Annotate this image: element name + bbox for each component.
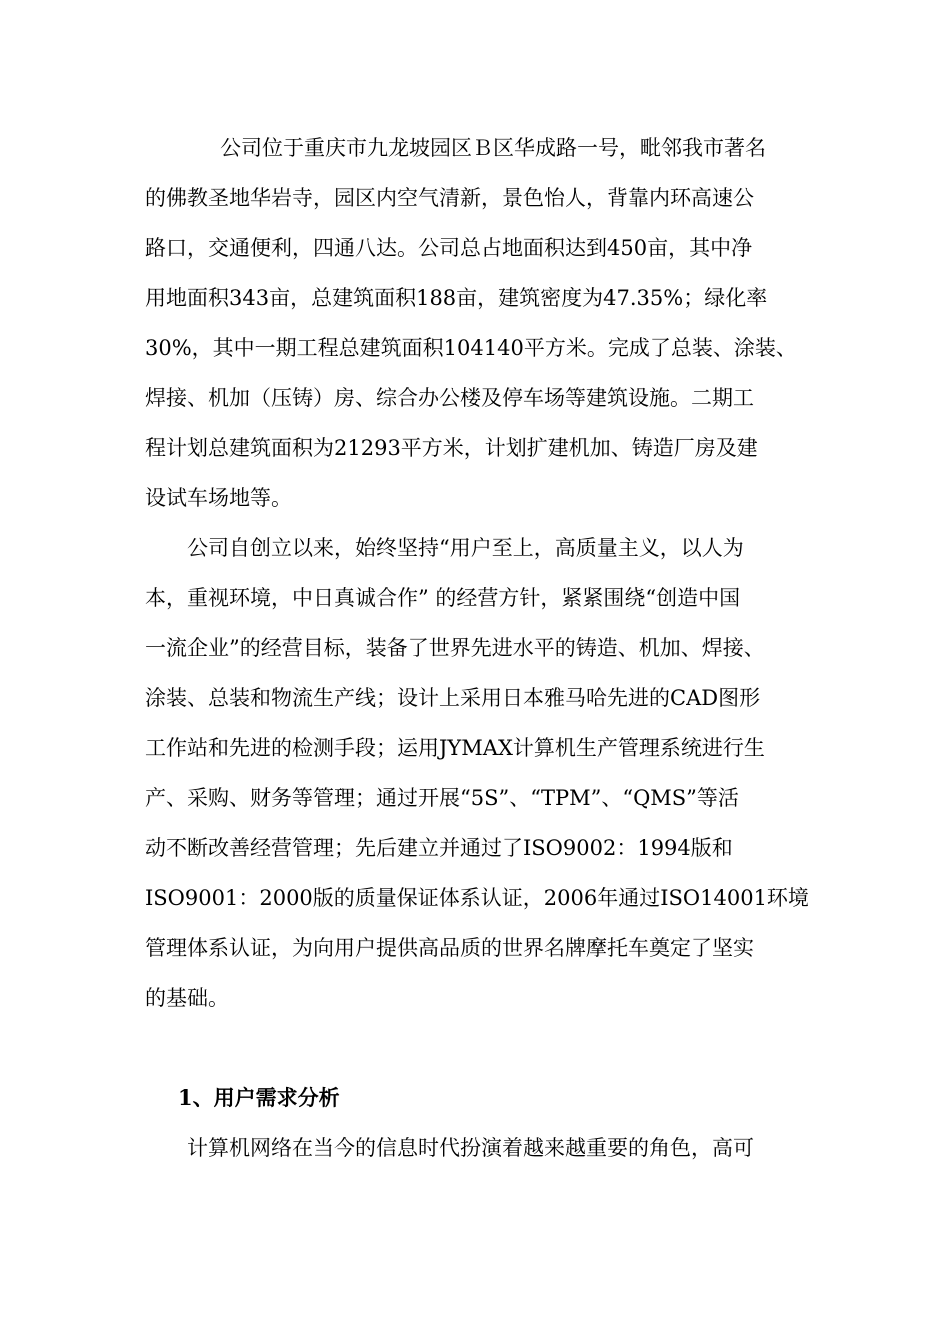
paragraph-2-line-10: 的基础。 xyxy=(145,986,229,1010)
paragraph-1-line-1: 公司位于重庆市九龙坡园区Ｂ区华成路一号，毗邻我市著名 xyxy=(220,136,766,160)
paragraph-1-line-5: 30%，其中一期工程总建筑面积104140平方米。完成了总装、涂装、 xyxy=(145,336,797,360)
paragraph-2-line-9: 管理体系认证，为向用户提供高品质的世界名牌摩托车奠定了坚实 xyxy=(145,936,754,960)
paragraph-1-line-7: 程计划总建筑面积为21293平方米，计划扩建机加、铸造厂房及建 xyxy=(145,436,758,460)
section-heading: 1、用户需求分析 xyxy=(178,1085,340,1110)
paragraph-2-line-1: 公司自创立以来，始终坚持“用户至上，高质量主义，以人为 xyxy=(187,536,744,560)
paragraph-2-line-2: 本，重视环境，中日真诚合作” 的经营方针，紧紧围绕“创造中国 xyxy=(145,586,741,610)
paragraph-2-line-6: 产、采购、财务等管理；通过开展“5S”、“TPM”、“QMS”等活 xyxy=(145,786,739,810)
paragraph-2-line-8: ISO9001：2000版的质量保证体系认证，2006年通过ISO14001环境 xyxy=(145,886,809,910)
paragraph-2-line-3: 一流企业”的经营目标，装备了世界先进水平的铸造、机加、焊接、 xyxy=(145,636,765,660)
paragraph-1-line-6: 焊接、机加（压铸）房、综合办公楼及停车场等建筑设施。二期工 xyxy=(145,386,754,410)
paragraph-1-line-8: 设试车场地等。 xyxy=(145,486,292,510)
section-paragraph-line-1: 计算机网络在当今的信息时代扮演着越来越重要的角色，高可 xyxy=(187,1136,754,1160)
paragraph-2-line-4: 涂装、总装和物流生产线；设计上采用日本雅马哈先进的CAD图形 xyxy=(145,686,761,710)
paragraph-2-line-5: 工作站和先进的检测手段；运用JYMAX计算机生产管理系统进行生 xyxy=(145,736,765,760)
paragraph-1-line-2: 的佛教圣地华岩寺，园区内空气清新，景色怡人，背靠内环高速公 xyxy=(145,186,754,210)
paragraph-1-line-4: 用地面积343亩，总建筑面积188亩，建筑密度为47.35%；绿化率 xyxy=(145,286,768,310)
paragraph-1-line-3: 路口，交通便利，四通八达。公司总占地面积达到450亩，其中净 xyxy=(145,236,753,260)
paragraph-2-line-7: 动不断改善经营管理；先后建立并通过了ISO9002：1994版和 xyxy=(145,836,733,860)
